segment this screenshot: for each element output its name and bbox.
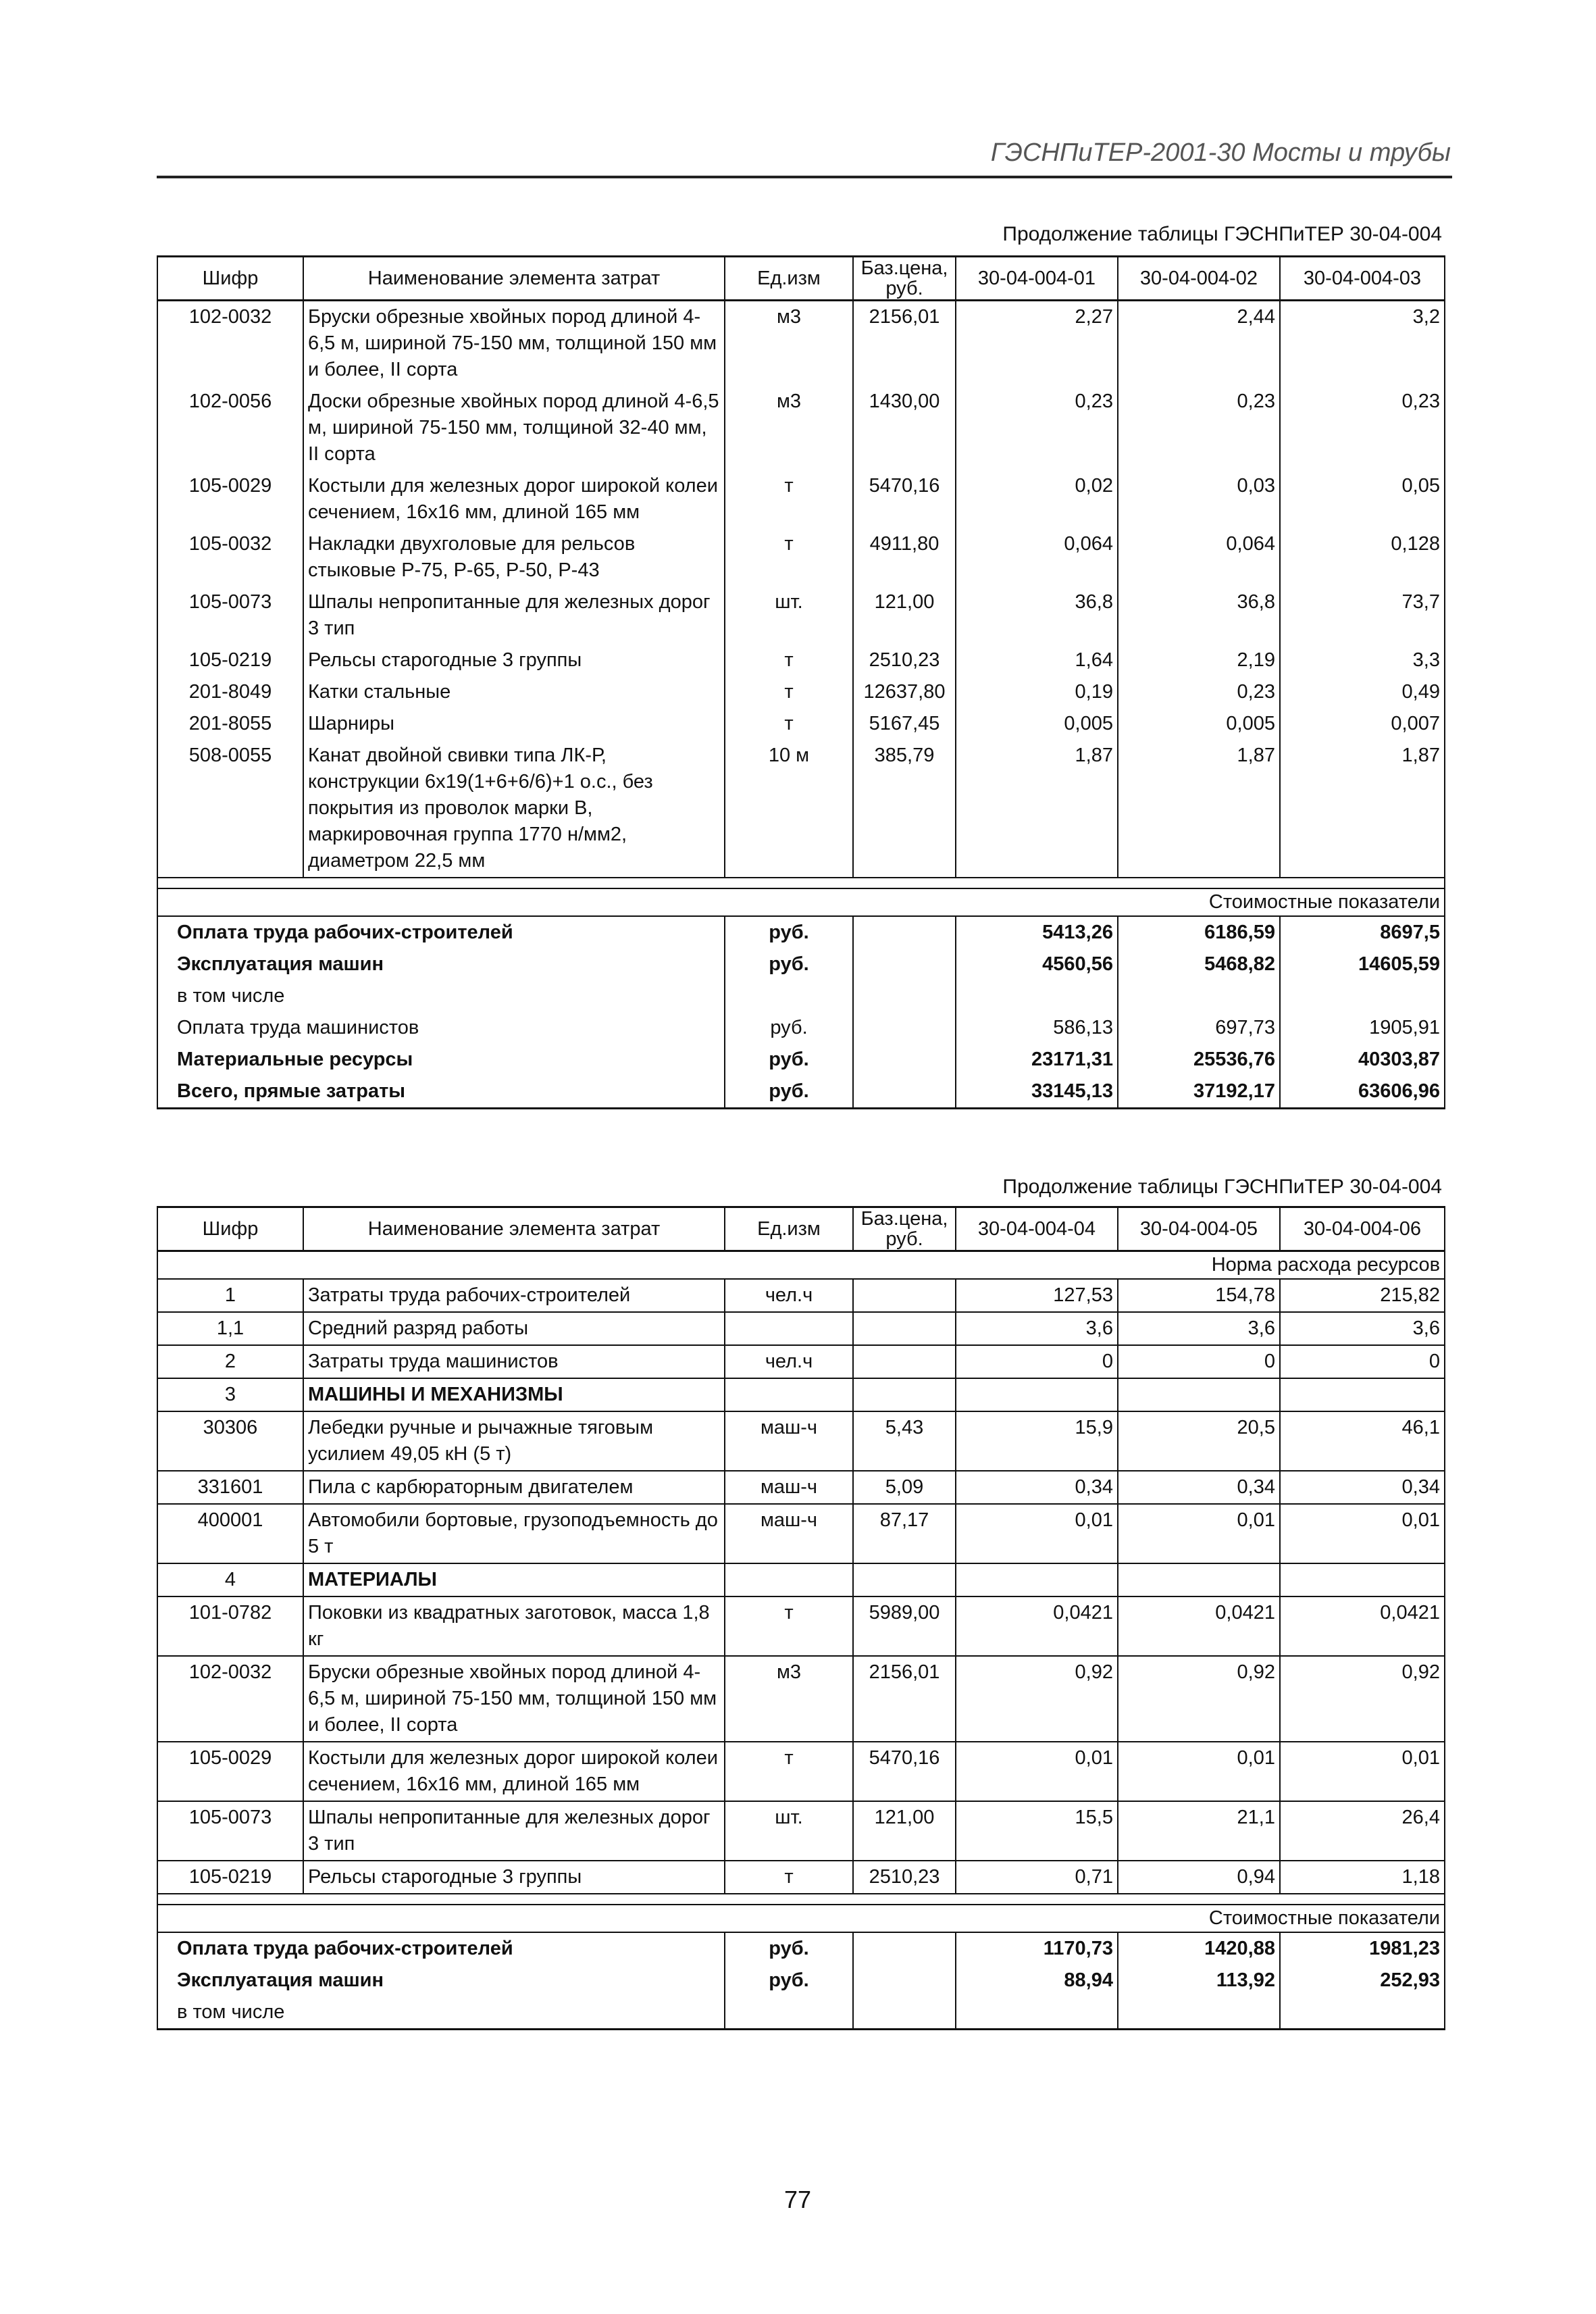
row-value-2 bbox=[1118, 1563, 1280, 1596]
table-header-row bbox=[157, 257, 1445, 301]
row-unit: 10 м bbox=[725, 740, 853, 878]
table-row bbox=[157, 470, 1445, 528]
row-price: 12637,80 bbox=[853, 676, 956, 708]
row-unit bbox=[725, 1378, 853, 1411]
row-code: 102-0032 bbox=[157, 1656, 303, 1742]
row-code: 105-0029 bbox=[157, 470, 303, 528]
row-value-2: 0,23 bbox=[1118, 386, 1280, 470]
row-price: 87,17 bbox=[853, 1504, 956, 1563]
summary-value-2: 1420,88 bbox=[1118, 1932, 1280, 1965]
table-row bbox=[157, 645, 1445, 676]
row-value-3: 0,92 bbox=[1280, 1656, 1445, 1742]
table-row bbox=[157, 1345, 1445, 1378]
summary-value-3: 40303,87 bbox=[1280, 1044, 1445, 1076]
row-unit: м3 bbox=[725, 301, 853, 386]
row-value-1: 0,71 bbox=[956, 1861, 1118, 1894]
summary-value-2: 6186,59 bbox=[1118, 916, 1280, 949]
row-value-2: 20,5 bbox=[1118, 1411, 1280, 1471]
summary-value-2: 5468,82 bbox=[1118, 949, 1280, 980]
row-value-1: 15,9 bbox=[956, 1411, 1118, 1471]
summary-row bbox=[157, 1965, 1445, 1996]
row-value-3: 1,87 bbox=[1280, 740, 1445, 878]
resource-table-1 bbox=[157, 255, 1445, 1109]
row-value-2: 0,0421 bbox=[1118, 1596, 1280, 1656]
summary-unit: руб. bbox=[725, 1044, 853, 1076]
header-price: Баз.цена, руб. bbox=[853, 257, 956, 301]
row-unit: т bbox=[725, 470, 853, 528]
table-row bbox=[157, 1742, 1445, 1801]
summary-price bbox=[853, 1012, 956, 1044]
row-value-2: 0,34 bbox=[1118, 1471, 1280, 1504]
summary-unit: руб. bbox=[725, 949, 853, 980]
row-price bbox=[853, 1378, 956, 1411]
row-code: 2 bbox=[157, 1345, 303, 1378]
row-value-3: 1,18 bbox=[1280, 1861, 1445, 1894]
row-unit: маш-ч bbox=[725, 1471, 853, 1504]
row-value-1: 0,01 bbox=[956, 1504, 1118, 1563]
row-code: 105-0029 bbox=[157, 1742, 303, 1801]
row-value-3: 3,6 bbox=[1280, 1312, 1445, 1345]
resource-table-2 bbox=[157, 1206, 1445, 2030]
header-col-6: 30-04-004-06 bbox=[1280, 1207, 1445, 1251]
row-value-1: 0,19 bbox=[956, 676, 1118, 708]
summary-value-3: 8697,5 bbox=[1280, 916, 1445, 949]
row-value-3: 0,01 bbox=[1280, 1504, 1445, 1563]
row-value-2: 2,19 bbox=[1118, 645, 1280, 676]
row-value-1: 15,5 bbox=[956, 1801, 1118, 1861]
row-code: 105-0219 bbox=[157, 1861, 303, 1894]
row-value-1 bbox=[956, 1563, 1118, 1596]
summary-price bbox=[853, 1932, 956, 1965]
row-code: 105-0032 bbox=[157, 528, 303, 586]
row-code: 4 bbox=[157, 1563, 303, 1596]
header-code: Шифр bbox=[157, 257, 303, 301]
row-code: 400001 bbox=[157, 1504, 303, 1563]
summary-value-1: 33145,13 bbox=[956, 1076, 1118, 1109]
row-name: Автомобили бортовые, грузоподъемность до 5 т bbox=[303, 1504, 725, 1563]
table-row bbox=[157, 1411, 1445, 1471]
row-name: Шпалы непропитанные для железных дорог 3 тип bbox=[303, 586, 725, 645]
row-value-1 bbox=[956, 1378, 1118, 1411]
summary-value-3: 63606,96 bbox=[1280, 1076, 1445, 1109]
header-name: Наименование элемента затрат bbox=[303, 257, 725, 301]
row-unit: чел.ч bbox=[725, 1279, 853, 1312]
row-value-3: 215,82 bbox=[1280, 1279, 1445, 1312]
row-value-3: 0,01 bbox=[1280, 1742, 1445, 1801]
table-row bbox=[157, 1563, 1445, 1596]
row-price bbox=[853, 1563, 956, 1596]
row-name: Бруски обрезные хвойных пород длиной 4-6,5 м, шириной 75-150 мм, толщиной 150 мм и более, II сорта bbox=[303, 1656, 725, 1742]
summary-label: Эксплуатация машин bbox=[157, 1965, 725, 1996]
summary-row bbox=[157, 1076, 1445, 1109]
row-value-2: 0,23 bbox=[1118, 676, 1280, 708]
row-value-2: 0 bbox=[1118, 1345, 1280, 1378]
row-price: 2510,23 bbox=[853, 1861, 956, 1894]
row-value-1: 1,87 bbox=[956, 740, 1118, 878]
row-unit: т bbox=[725, 1596, 853, 1656]
table-row bbox=[157, 1801, 1445, 1861]
running-header: ГЭСНПиТЕР-2001-30 Мосты и трубы bbox=[990, 139, 1451, 167]
row-unit: т bbox=[725, 676, 853, 708]
row-unit: т bbox=[725, 1742, 853, 1801]
row-value-2: 0,03 bbox=[1118, 470, 1280, 528]
table-row bbox=[157, 1596, 1445, 1656]
summary-price bbox=[853, 916, 956, 949]
row-unit: маш-ч bbox=[725, 1504, 853, 1563]
row-unit: т bbox=[725, 528, 853, 586]
row-value-3: 0,23 bbox=[1280, 386, 1445, 470]
table-header-row bbox=[157, 1207, 1445, 1251]
summary-value-3: 1905,91 bbox=[1280, 1012, 1445, 1044]
row-value-3: 0,128 bbox=[1280, 528, 1445, 586]
row-unit: шт. bbox=[725, 1801, 853, 1861]
summary-value-3: 14605,59 bbox=[1280, 949, 1445, 980]
table-row bbox=[157, 1312, 1445, 1345]
row-code: 105-0073 bbox=[157, 586, 303, 645]
row-code: 201-8049 bbox=[157, 676, 303, 708]
row-price bbox=[853, 1312, 956, 1345]
row-name: Шарниры bbox=[303, 708, 725, 740]
row-code: 101-0782 bbox=[157, 1596, 303, 1656]
row-price: 121,00 bbox=[853, 1801, 956, 1861]
row-value-2: 21,1 bbox=[1118, 1801, 1280, 1861]
header-col-3: 30-04-004-03 bbox=[1280, 257, 1445, 301]
row-value-2: 0,005 bbox=[1118, 708, 1280, 740]
header-code: Шифр bbox=[157, 1207, 303, 1251]
table-spacer-row bbox=[157, 878, 1445, 888]
summary-unit: руб. bbox=[725, 916, 853, 949]
summary-label: Оплата труда рабочих-строителей bbox=[157, 1932, 725, 1965]
row-price: 5989,00 bbox=[853, 1596, 956, 1656]
table-spacer-row bbox=[157, 1894, 1445, 1905]
row-price: 5,09 bbox=[853, 1471, 956, 1504]
summary-value-1: 4560,56 bbox=[956, 949, 1118, 980]
row-value-3 bbox=[1280, 1563, 1445, 1596]
row-name: Канат двойной свивки типа ЛК-Р, конструкции 6х19(1+6+6/6)+1 о.с., без покрытия из проволок марки В, маркировочная группа 1770 н/мм2, диаметром 22,5 мм bbox=[303, 740, 725, 878]
row-value-1: 0,92 bbox=[956, 1656, 1118, 1742]
row-value-1: 0,0421 bbox=[956, 1596, 1118, 1656]
row-name: Шпалы непропитанные для железных дорог 3 тип bbox=[303, 1801, 725, 1861]
summary-row bbox=[157, 1012, 1445, 1044]
row-value-3: 26,4 bbox=[1280, 1801, 1445, 1861]
row-price: 5167,45 bbox=[853, 708, 956, 740]
row-code: 102-0032 bbox=[157, 301, 303, 386]
row-value-3: 0,05 bbox=[1280, 470, 1445, 528]
table-row bbox=[157, 708, 1445, 740]
summary-value-3 bbox=[1280, 1996, 1445, 2030]
table-row bbox=[157, 676, 1445, 708]
row-price: 385,79 bbox=[853, 740, 956, 878]
table-row bbox=[157, 301, 1445, 386]
row-value-3: 73,7 bbox=[1280, 586, 1445, 645]
row-value-1: 0,064 bbox=[956, 528, 1118, 586]
row-unit: т bbox=[725, 708, 853, 740]
table-row bbox=[157, 1378, 1445, 1411]
row-price: 2156,01 bbox=[853, 301, 956, 386]
row-value-1: 127,53 bbox=[956, 1279, 1118, 1312]
row-name: Затраты труда машинистов bbox=[303, 1345, 725, 1378]
row-value-1: 2,27 bbox=[956, 301, 1118, 386]
summary-unit: руб. bbox=[725, 1076, 853, 1109]
header-price: Баз.цена, руб. bbox=[853, 1207, 956, 1251]
row-price: 5470,16 bbox=[853, 470, 956, 528]
summary-value-2: 25536,76 bbox=[1118, 1044, 1280, 1076]
row-value-2: 3,6 bbox=[1118, 1312, 1280, 1345]
row-value-3: 3,3 bbox=[1280, 645, 1445, 676]
summary-value-1: 5413,26 bbox=[956, 916, 1118, 949]
summary-price bbox=[853, 1996, 956, 2030]
row-price bbox=[853, 1279, 956, 1312]
summary-row bbox=[157, 1932, 1445, 1965]
summary-label: в том числе bbox=[157, 1996, 725, 2030]
row-value-3: 3,2 bbox=[1280, 301, 1445, 386]
row-value-1: 3,6 bbox=[956, 1312, 1118, 1345]
norm-band-label: Норма расхода ресурсов bbox=[157, 1251, 1445, 1280]
row-unit: м3 bbox=[725, 386, 853, 470]
summary-unit: руб. bbox=[725, 1012, 853, 1044]
table-row bbox=[157, 1471, 1445, 1504]
cost-band-row bbox=[157, 1905, 1445, 1932]
summary-price bbox=[853, 949, 956, 980]
row-code: 1 bbox=[157, 1279, 303, 1312]
row-value-3 bbox=[1280, 1378, 1445, 1411]
row-price: 5470,16 bbox=[853, 1742, 956, 1801]
row-value-1: 0,23 bbox=[956, 386, 1118, 470]
row-value-1: 0,34 bbox=[956, 1471, 1118, 1504]
summary-value-3: 252,93 bbox=[1280, 1965, 1445, 1996]
summary-label: Эксплуатация машин bbox=[157, 949, 725, 980]
norm-band-row bbox=[157, 1251, 1445, 1280]
summary-value-2 bbox=[1118, 980, 1280, 1012]
row-name: Лебедки ручные и рычажные тяговым усилием 49,05 кН (5 т) bbox=[303, 1411, 725, 1471]
table-row bbox=[157, 586, 1445, 645]
row-value-2 bbox=[1118, 1378, 1280, 1411]
row-unit: чел.ч bbox=[725, 1345, 853, 1378]
summary-value-1 bbox=[956, 980, 1118, 1012]
row-value-1: 0,02 bbox=[956, 470, 1118, 528]
table1-caption: Продолжение таблицы ГЭСНПиТЕР 30-04-004 bbox=[1002, 223, 1442, 245]
cost-band-label: Стоимостные показатели bbox=[157, 888, 1445, 916]
summary-value-2: 697,73 bbox=[1118, 1012, 1280, 1044]
summary-row bbox=[157, 1996, 1445, 2030]
row-code: 201-8055 bbox=[157, 708, 303, 740]
row-unit: т bbox=[725, 645, 853, 676]
table-row bbox=[157, 1861, 1445, 1894]
summary-value-2: 37192,17 bbox=[1118, 1076, 1280, 1109]
row-unit: маш-ч bbox=[725, 1411, 853, 1471]
row-code: 30306 bbox=[157, 1411, 303, 1471]
row-unit: м3 bbox=[725, 1656, 853, 1742]
row-value-1: 0,005 bbox=[956, 708, 1118, 740]
row-name: МАТЕРИАЛЫ bbox=[303, 1563, 725, 1596]
row-name: Пила с карбюраторным двигателем bbox=[303, 1471, 725, 1504]
header-unit: Ед.изм bbox=[725, 257, 853, 301]
table-row bbox=[157, 1504, 1445, 1563]
row-value-2: 0,92 bbox=[1118, 1656, 1280, 1742]
summary-label: Материальные ресурсы bbox=[157, 1044, 725, 1076]
header-unit: Ед.изм bbox=[725, 1207, 853, 1251]
row-code: 102-0056 bbox=[157, 386, 303, 470]
summary-unit bbox=[725, 1996, 853, 2030]
summary-row bbox=[157, 1044, 1445, 1076]
row-name: Катки стальные bbox=[303, 676, 725, 708]
row-name: МАШИНЫ И МЕХАНИЗМЫ bbox=[303, 1378, 725, 1411]
row-value-3: 0,49 bbox=[1280, 676, 1445, 708]
summary-unit bbox=[725, 980, 853, 1012]
header-name: Наименование элемента затрат bbox=[303, 1207, 725, 1251]
row-price: 121,00 bbox=[853, 586, 956, 645]
summary-unit: руб. bbox=[725, 1965, 853, 1996]
page-number: 77 bbox=[783, 2186, 812, 2213]
row-code: 508-0055 bbox=[157, 740, 303, 878]
row-name: Затраты труда рабочих-строителей bbox=[303, 1279, 725, 1312]
summary-label: Всего, прямые затраты bbox=[157, 1076, 725, 1109]
table-row bbox=[157, 528, 1445, 586]
row-price: 4911,80 bbox=[853, 528, 956, 586]
row-unit: т bbox=[725, 1861, 853, 1894]
row-code: 105-0219 bbox=[157, 645, 303, 676]
table-row bbox=[157, 1279, 1445, 1312]
row-price: 2510,23 bbox=[853, 645, 956, 676]
row-value-2: 2,44 bbox=[1118, 301, 1280, 386]
row-value-1: 36,8 bbox=[956, 586, 1118, 645]
summary-label: в том числе bbox=[157, 980, 725, 1012]
row-name: Бруски обрезные хвойных пород длиной 4-6,5 м, шириной 75-150 мм, толщиной 150 мм и более, II сорта bbox=[303, 301, 725, 386]
summary-value-3: 1981,23 bbox=[1280, 1932, 1445, 1965]
row-value-2: 0,01 bbox=[1118, 1742, 1280, 1801]
row-name: Костыли для железных дорог широкой колеи сечением, 16х16 мм, длиной 165 мм bbox=[303, 1742, 725, 1801]
row-value-2: 154,78 bbox=[1118, 1279, 1280, 1312]
row-value-3: 0,007 bbox=[1280, 708, 1445, 740]
summary-label: Оплата труда рабочих-строителей bbox=[157, 916, 725, 949]
row-price: 2156,01 bbox=[853, 1656, 956, 1742]
row-price bbox=[853, 1345, 956, 1378]
row-price: 5,43 bbox=[853, 1411, 956, 1471]
row-value-3: 0,34 bbox=[1280, 1471, 1445, 1504]
row-value-2: 0,064 bbox=[1118, 528, 1280, 586]
row-value-1: 0 bbox=[956, 1345, 1118, 1378]
header-col-2: 30-04-004-02 bbox=[1118, 257, 1280, 301]
summary-value-1: 586,13 bbox=[956, 1012, 1118, 1044]
summary-price bbox=[853, 1044, 956, 1076]
row-unit bbox=[725, 1563, 853, 1596]
table2-caption: Продолжение таблицы ГЭСНПиТЕР 30-04-004 bbox=[1002, 1176, 1442, 1198]
row-price: 1430,00 bbox=[853, 386, 956, 470]
row-code: 331601 bbox=[157, 1471, 303, 1504]
row-value-2: 0,94 bbox=[1118, 1861, 1280, 1894]
row-name: Средний разряд работы bbox=[303, 1312, 725, 1345]
summary-value-1 bbox=[956, 1996, 1118, 2030]
header-rule bbox=[157, 176, 1452, 178]
table-row bbox=[157, 740, 1445, 878]
row-name: Костыли для железных дорог широкой колеи сечением, 16х16 мм, длиной 165 мм bbox=[303, 470, 725, 528]
summary-row bbox=[157, 980, 1445, 1012]
row-code: 105-0073 bbox=[157, 1801, 303, 1861]
spacer-cell bbox=[157, 878, 1445, 888]
row-unit bbox=[725, 1312, 853, 1345]
row-code: 1,1 bbox=[157, 1312, 303, 1345]
row-value-2: 0,01 bbox=[1118, 1504, 1280, 1563]
summary-value-1: 23171,31 bbox=[956, 1044, 1118, 1076]
summary-price bbox=[853, 1076, 956, 1109]
summary-value-3 bbox=[1280, 980, 1445, 1012]
header-col-1: 30-04-004-01 bbox=[956, 257, 1118, 301]
row-name: Накладки двухголовые для рельсов стыковые Р-75, Р-65, Р-50, Р-43 bbox=[303, 528, 725, 586]
cost-band-row bbox=[157, 888, 1445, 916]
header-col-4: 30-04-004-04 bbox=[956, 1207, 1118, 1251]
summary-unit: руб. bbox=[725, 1932, 853, 1965]
row-value-3: 46,1 bbox=[1280, 1411, 1445, 1471]
row-unit: шт. bbox=[725, 586, 853, 645]
row-name: Рельсы старогодные 3 группы bbox=[303, 645, 725, 676]
cost-band-label: Стоимостные показатели bbox=[157, 1905, 1445, 1932]
spacer-cell bbox=[157, 1894, 1445, 1905]
summary-label: Оплата труда машинистов bbox=[157, 1012, 725, 1044]
row-value-2: 36,8 bbox=[1118, 586, 1280, 645]
summary-price bbox=[853, 1965, 956, 1996]
row-value-1: 1,64 bbox=[956, 645, 1118, 676]
row-name: Доски обрезные хвойных пород длиной 4-6,5 м, шириной 75-150 мм, толщиной 32-40 мм, II сорта bbox=[303, 386, 725, 470]
summary-price bbox=[853, 980, 956, 1012]
row-value-3: 0 bbox=[1280, 1345, 1445, 1378]
row-value-1: 0,01 bbox=[956, 1742, 1118, 1801]
summary-value-2 bbox=[1118, 1996, 1280, 2030]
summary-value-2: 113,92 bbox=[1118, 1965, 1280, 1996]
table-row bbox=[157, 386, 1445, 470]
row-code: 3 bbox=[157, 1378, 303, 1411]
summary-row bbox=[157, 916, 1445, 949]
summary-row bbox=[157, 949, 1445, 980]
header-col-5: 30-04-004-05 bbox=[1118, 1207, 1280, 1251]
summary-value-1: 88,94 bbox=[956, 1965, 1118, 1996]
table-row bbox=[157, 1656, 1445, 1742]
row-name: Рельсы старогодные 3 группы bbox=[303, 1861, 725, 1894]
row-value-3: 0,0421 bbox=[1280, 1596, 1445, 1656]
row-value-2: 1,87 bbox=[1118, 740, 1280, 878]
summary-value-1: 1170,73 bbox=[956, 1932, 1118, 1965]
row-name: Поковки из квадратных заготовок, масса 1,8 кг bbox=[303, 1596, 725, 1656]
